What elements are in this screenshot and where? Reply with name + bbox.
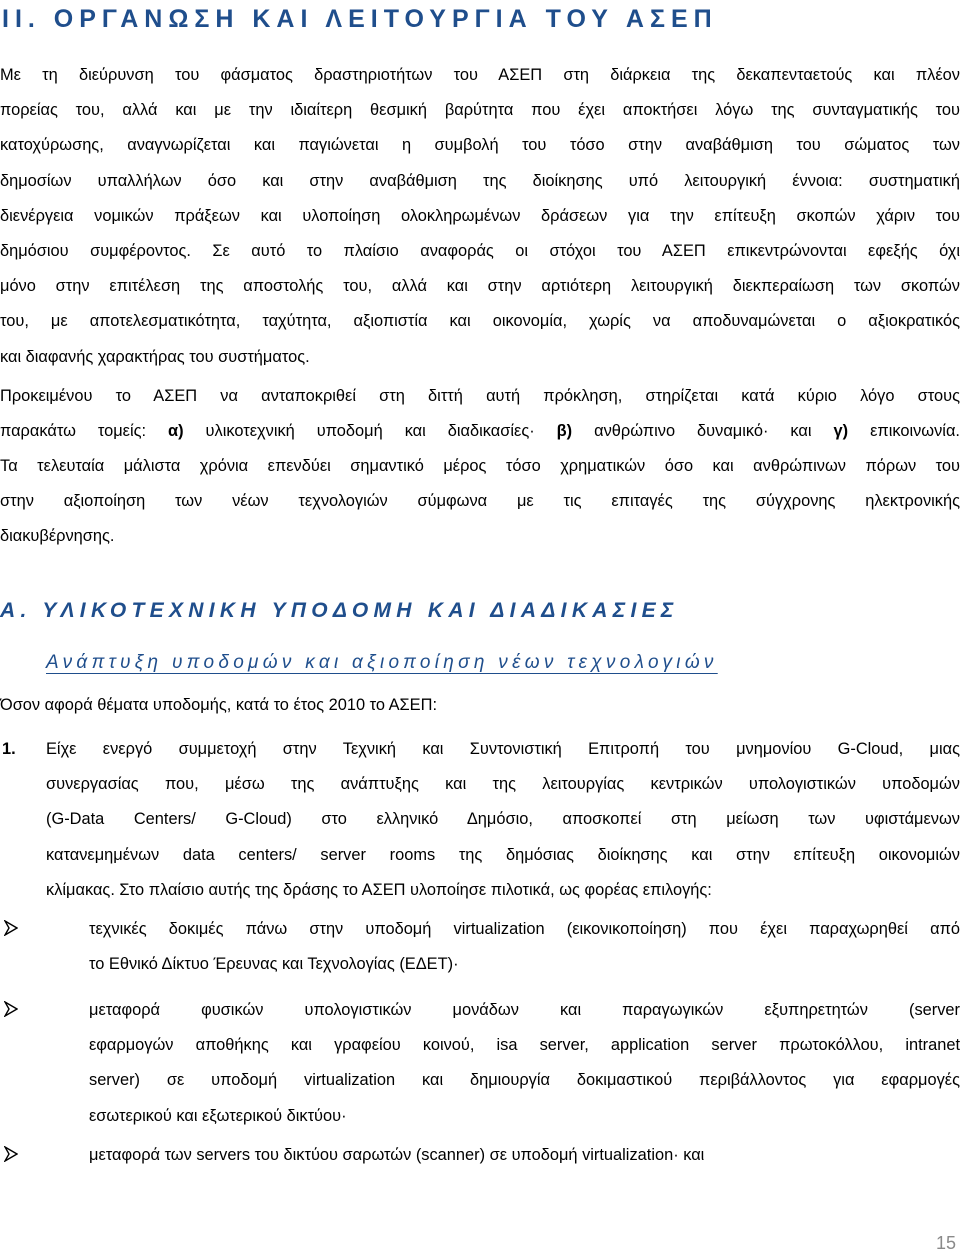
paragraph-line: δημόσιου συμφέροντος. Σε αυτό το πλαίσιο αναφοράς οι στόχοι του ΑΣΕΠ επικεντρώνονται εφεξής όχι (0, 242, 960, 261)
bullet-line: τεχνικές δοκιμές πάνω στην υποδομή virtualization (εικονικοποίηση) που έχει παραχωρηθεί από (89, 920, 960, 938)
bullet-text (89, 912, 960, 982)
item-text (46, 732, 960, 908)
paragraph-line: του, με αποτελεσματικότητα, ταχύτητα, αξιοπιστία και οικονομία, χωρίς να αποδυναμώνεται ο αξιοκρατικός (0, 312, 960, 331)
sub-subsection-title: Ανάπτυξη υποδομών και αξιοποίηση νέων τεχνολογιών (46, 652, 718, 673)
paragraph-line (0, 414, 960, 449)
item-line: κατανεμημένων data centers/ server rooms της δημόσιας διοίκησης και στην επίτευξη οικονομιών (46, 845, 960, 864)
text-run: παρακάτω τομείς: (0, 422, 169, 441)
bullet-line: μεταφορά φυσικών υπολογιστικών μονάδων και παραγωγικών εξυπηρετητών (server (89, 1001, 960, 1019)
text-run: υλικοτεχνική υποδομή και διαδικασίες· (183, 422, 557, 441)
sector-marker: α) (168, 422, 184, 441)
paragraph-line: Προκειμένου το ΑΣΕΠ να ανταποκριθεί στη διττή αυτή πρόκληση, στηρίζεται κατά κύριο λόγο στους (0, 387, 960, 405)
paragraph-line: διακυβέρνησης. (0, 527, 115, 546)
bullet-line: server) σε υποδομή virtualization και δημιουργία δοκιμαστικού περιβάλλοντος για εφαρμογές (89, 1071, 960, 1090)
paragraph-sectors (0, 379, 960, 449)
paragraph-line: Με τη διεύρυνση του φάσματος δραστηριοτήτων του ΑΣΕΠ στη διάρκεια της δεκαπενταετούς και πλέον (0, 66, 960, 84)
item-number: 1. (2, 740, 16, 758)
paragraph-line: πορείας του, αλλά και με την ιδιαίτερη θεσμική βαρύτητα που έχει αποκτήσει λόγω της συνταγματικής του (0, 101, 960, 120)
item-line: συνεργασίας που, μέσω της ανάπτυξης και της λειτουργίας κεντρικών υπολογιστικών υποδομών (46, 775, 960, 794)
paragraph-line: Τα τελευταία μάλιστα χρόνια επενδύει σημαντικό μέρος τόσο χρηματικών όσο και ανθρώπινων πόρων του (0, 457, 960, 475)
bullet-line: το Εθνικό Δίκτυο Έρευνας και Τεχνολογίας (ΕΔΕΤ)· (89, 955, 459, 974)
item-line: κλίμακας. Στο πλαίσιο αυτής της δράσης το ΑΣΕΠ υλοποίησε πιλοτικά, ως φορέας επιλογής: (46, 880, 712, 899)
subsection-title: Α. ΥΛΙΚΟΤΕΧΝΙΚΗ ΥΠΟΔΟΜΗ ΚΑΙ ΔΙΑΔΙΚΑΣΙΕΣ (0, 599, 679, 622)
paragraph-line: στην αξιοποίηση των νέων τεχνολογιών σύμφωνα με τις επιταγές της σύγχρονης ηλεκτρονικής (0, 492, 960, 511)
bullet-line: εφαρμογών αποθήκης και γραφείου κοινού, isa server, application server πρωτοκόλλου, intranet (89, 1036, 960, 1055)
paragraph-line: μόνο στην επιτέλεση της αποστολής του, αλλά και στην αρτιότερη λειτουργική διεκπεραίωση των σκοπών (0, 277, 960, 296)
paragraph-investment (0, 449, 960, 555)
paragraph-line: δημοσίων υπαλλήλων όσο και στην αναβάθμιση της διοίκησης υπό λειτουργική έννοια: συστηματική (0, 171, 960, 190)
text-run: ανθρώπινο δυναμικό· και (572, 422, 834, 441)
bullet-text (89, 1138, 960, 1173)
sector-marker: γ) (833, 422, 849, 441)
bullet-line: εσωτερικού και εξωτερικού δικτύου· (89, 1106, 347, 1125)
paragraph-line: και διαφανής χαρακτήρας του συστήματος. (0, 347, 310, 366)
bullet-text (89, 993, 960, 1134)
arrowhead-bullet-icon (4, 920, 18, 942)
bullet-line: μεταφορά των servers του δικτύου σαρωτών (scanner) σε υποδομή virtualization· και (89, 1146, 705, 1164)
list-intro: Όσον αφορά θέματα υποδομής, κατά το έτος 2010 το ΑΣΕΠ: (0, 696, 438, 714)
sector-marker: β) (556, 422, 573, 441)
item-line: Είχε ενεργό συμμετοχή στην Τεχνική και Συντονιστική Επιτροπή του μνημονίου G-Cloud, μιας (46, 740, 960, 758)
text-run: επικοινωνία. (848, 422, 960, 441)
item-line: (G-Data Centers/ G-Cloud) στο ελληνικό Δημόσιο, αποσκοπεί στη μείωση των υφιστάμενων (46, 810, 960, 829)
page-number: 15 (935, 1233, 956, 1253)
paragraph-line: διενέργεια νομικών πράξεων και υλοποίηση ολοκληρωμένων δράσεων για την επίτευξη σκοπών χάριν του (0, 206, 960, 225)
paragraph-intro (0, 58, 960, 375)
paragraph-line: κατοχύρωσης, αναγνωρίζεται και παγιώνεται η συμβολή του τόσο στην αναβάθμιση του σώματος των (0, 136, 960, 155)
arrowhead-bullet-icon (4, 1001, 18, 1023)
arrowhead-bullet-icon (4, 1146, 18, 1168)
section-title: II. ΟΡΓΑΝΩΣΗ ΚΑΙ ΛΕΙΤΟΥΡΓΙΑ ΤΟΥ ΑΣΕΠ (2, 5, 718, 33)
